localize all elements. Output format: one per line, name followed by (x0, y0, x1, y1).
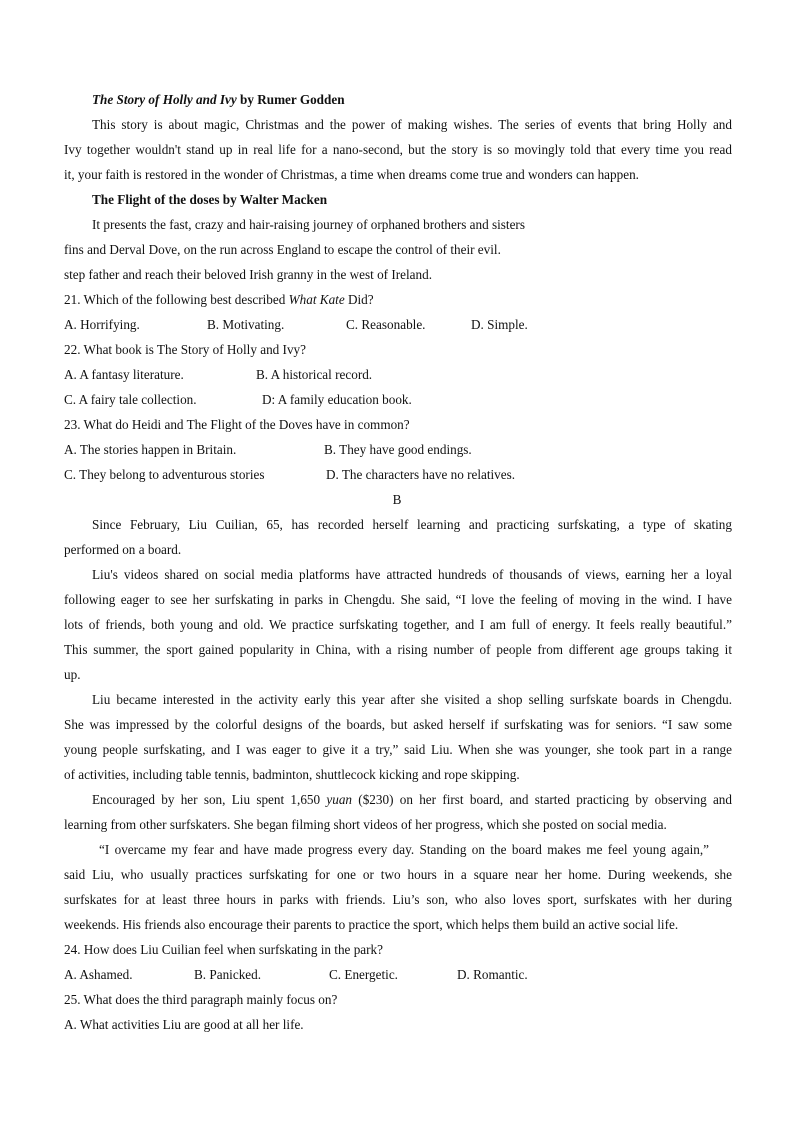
q23-option-d: D. The characters have no relatives. (326, 467, 516, 482)
q22-option-a: A. A fantasy literature. (64, 367, 184, 382)
question-24-stem: 24. How does Liu Cuilian feel when surfskating in the park? (64, 942, 383, 957)
paragraph-line: young people surfskating, and I was eager to give it a try,” said Liu. When she was younger, she took part in a range (64, 742, 732, 757)
question-21-stem: 21. Which of the following best described What Kate Did? (64, 292, 374, 307)
paragraph-line: it, your faith is restored in the wonder of Christmas, a time when dreams come true and wonders can happen. (64, 167, 639, 182)
q23-option-a: A. The stories happen in Britain. (64, 442, 237, 457)
paragraph-line: learning from other surfskaters. She began filming short videos of her progress, which she posted on social media. (64, 817, 667, 832)
paragraph-line: lots of friends, both young and old. We practice surfskating together, and I am full of energy. It feels really beautiful.” (64, 617, 732, 632)
question-22-stem: 22. What book is The Story of Holly and Ivy? (64, 342, 306, 357)
paragraph-line: surfskates for at least three hours in parks with friends. Liu’s son, who also loves sport, surfskates with her during (64, 892, 732, 907)
q23-option-b: B. They have good endings. (324, 442, 472, 457)
q21-option-b: B. Motivating. (207, 317, 285, 332)
paragraph-line: performed on a board. (64, 542, 182, 557)
paragraph-line: fins and Derval Dove, on the run across England to escape the control of their evil. (64, 242, 501, 257)
q22-option-b: B. A historical record. (256, 367, 373, 382)
q21-option-d: D. Simple. (471, 317, 528, 332)
q22-option-c: C. A fairy tale collection. (64, 392, 197, 407)
book-title-holly-ivy: The Story of Holly and Ivy by Rumer Godden (92, 92, 345, 107)
paragraph-line: weekends. His friends also encourage their parents to practice the sport, which helps them build an active social life. (64, 917, 679, 932)
section-b-label: B (392, 492, 402, 507)
q24-option-a: A. Ashamed. (64, 967, 133, 982)
paragraph-line: said Liu, who usually practices surfskating for one or two hours in a square near her home. During weekends, she (64, 867, 732, 882)
paragraph-line: step father and reach their beloved Irish granny in the west of Ireland. (64, 267, 433, 282)
q22-option-d: D: A family education book. (262, 392, 412, 407)
paragraph-line: following eager to see her surfskating in parks in Chengdu. She said, “I love the feeling of moving in the wind. I have (64, 592, 732, 607)
q21-option-c: C. Reasonable. (346, 317, 426, 332)
q25-option-a: A. What activities Liu are good at all her life. (64, 1017, 304, 1032)
paragraph-line: She was impressed by the colorful designs of the boards, but asked herself if surfskating was for seniors. “I saw some (64, 717, 732, 732)
paragraph-line: Since February, Liu Cuilian, 65, has recorded herself learning and practicing surfskating, a type of skating (92, 517, 732, 532)
paragraph-line: Encouraged by her son, Liu spent 1,650 yuan ($230) on her first board, and started practicing by observing and (92, 792, 732, 807)
q24-option-b: B. Panicked. (194, 967, 262, 982)
paragraph-line: Ivy together wouldn't stand up in real life for a nano-second, but the story is so movingly told that every time you read (64, 142, 732, 157)
paragraph-line: Liu's videos shared on social media platforms have attracted hundreds of thousands of views, earning her a loyal (92, 567, 732, 582)
paragraph-line: It presents the fast, crazy and hair-raising journey of orphaned brothers and sisters (92, 217, 525, 232)
book-title-flight-doves: The Flight of the doses by Walter Macken (92, 192, 328, 207)
paragraph-line: “I overcame my fear and have made progress every day. Standing on the board makes me feel young again,” (99, 842, 709, 857)
question-25-stem: 25. What does the third paragraph mainly focus on? (64, 992, 338, 1007)
paragraph-line: Liu became interested in the activity early this year after she visited a shop selling surfskate boards in Chengdu. (92, 692, 732, 707)
q24-option-d: D. Romantic. (457, 967, 528, 982)
q21-option-a: A. Horrifying. (64, 317, 140, 332)
q23-option-c: C. They belong to adventurous stories (64, 467, 265, 482)
q24-option-c: C. Energetic. (329, 967, 398, 982)
paragraph-line: This story is about magic, Christmas and the power of making wishes. The series of events that bring Holly and (92, 117, 732, 132)
paragraph-line: This summer, the sport gained popularity in China, with a rising number of people from different age groups taking it (64, 642, 732, 657)
paragraph-line: up. (64, 667, 81, 682)
question-23-stem: 23. What do Heidi and The Flight of the Doves have in common? (64, 417, 410, 432)
paragraph-line: of activities, including table tennis, badminton, shuttlecock kicking and rope skipping. (64, 767, 520, 782)
